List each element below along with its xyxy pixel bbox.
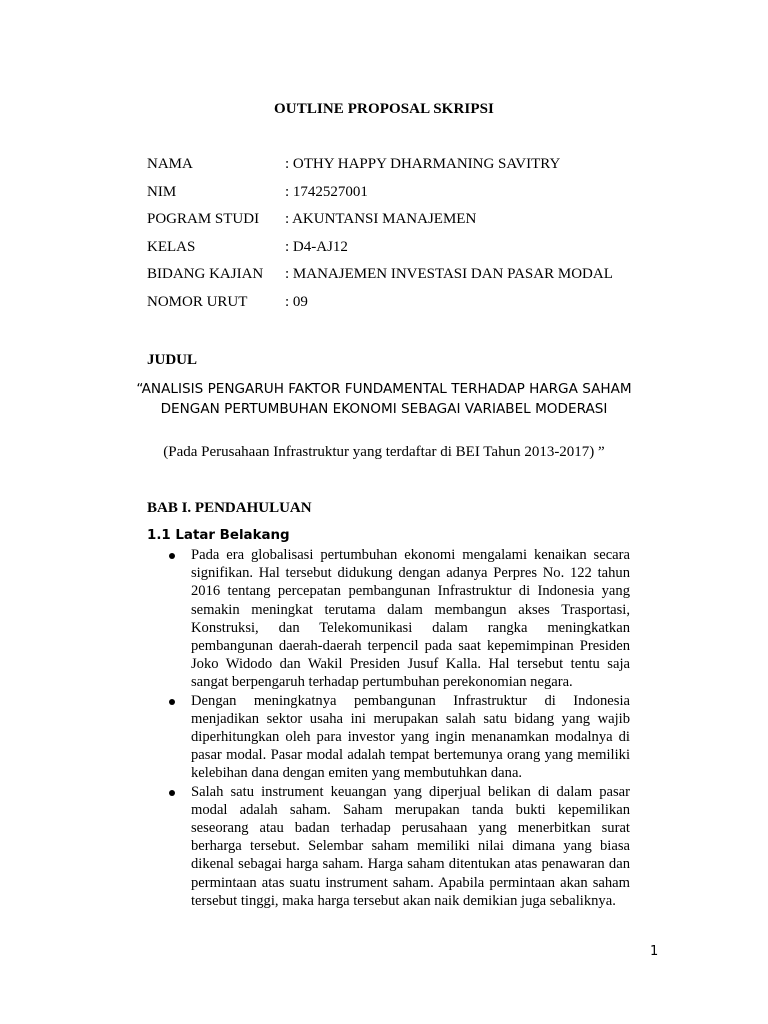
info-value: : MANAJEMEN INVESTASI DAN PASAR MODAL — [285, 266, 613, 282]
info-label: BIDANG KAJIAN — [147, 266, 264, 282]
info-label: NIM — [147, 183, 177, 200]
list-item — [165, 783, 630, 910]
bullet-icon — [169, 553, 175, 559]
info-value: : OTHY HAPPY DHARMANING SAVITRY — [285, 156, 561, 172]
list-item-text: Dengan meningkatnya pembangunan Infrastruktur di Indonesia menjadikan sektor usaha ini merupakan salah satu bidang yang wajib diperhitungkan oleh para investor yang ingin menanamkan modalnya di pasar modal. Pasar modal adalah tempat bertemunya orang yang memiliki kelebihan dana dengan emiten yang membutuhkan dana. — [191, 692, 630, 782]
list-item — [165, 692, 630, 783]
bullet-icon — [169, 699, 175, 705]
info-value: : AKUNTANSI MANAJEMEN — [285, 211, 477, 227]
list-item-text: Pada era globalisasi pertumbuhan ekonomi mengalami kenaikan secara signifikan. Hal tersebut didukung dengan adanya Perpres No. 122 tahun 2016 tentang percepatan pembangunan Infrastruktur di Indonesia yang semakin meningkat terutama dalam membangun akses Trasportasi, Konstruksi, dan Telekomunikasi dalam rangka meningkatkan pembangunan daerah-daerah terpencil pada saat kepemimpinan Presiden Joko Widodo dan Wakil Presiden Jusuf Kalla. Hal tersebut tentu saja sangat berpengaruh terhadap pertumbuhan perekonomian negara. — [191, 547, 630, 691]
background-bullet-list — [165, 546, 630, 910]
judul-heading: JUDUL — [147, 352, 198, 368]
info-value: : D4-AJ12 — [285, 238, 348, 255]
info-label: NOMOR URUT — [147, 293, 248, 310]
thesis-subtitle: (Pada Perusahaan Infrastruktur yang terdaftar di BEI Tahun 2013-2017) ” — [163, 444, 605, 460]
chapter-heading: BAB I. PENDAHULUAN — [147, 500, 312, 516]
list-item — [165, 546, 630, 692]
info-label: KELAS — [147, 238, 196, 255]
bullet-icon — [169, 790, 175, 796]
info-value: : 09 — [285, 293, 308, 310]
page-number: 1 — [650, 944, 659, 959]
info-label: POGRAM STUDI — [147, 211, 260, 227]
document-title: OUTLINE PROPOSAL SKRIPSI — [274, 101, 494, 117]
thesis-title: “ANALISIS PENGARUH FAKTOR FUNDAMENTAL TERHADAP HARGA SAHAM DENGAN PERTUMBUHAN EKONOMI SEBAGAI VARIABEL MODERASI — [136, 381, 632, 417]
section-heading: 1.1 Latar Belakang — [147, 528, 290, 543]
list-item-text: Salah satu instrument keuangan yang diperjual belikan di dalam pasar modal adalah saham. Saham merupakan tanda bukti kepemilikan seseorang atau badan terhadap perusahaan yang menerbitkan surat berharga tersebut. Selembar saham memiliki nilai dimana yang biasa dikenal sebagai harga saham. Harga saham ditentukan atas penawaran dan permintaan atas suatu instrument saham. Apabila permintaan akan saham tersebut tinggi, maka harga tersebut akan naik demikian juga sebaliknya. — [191, 783, 630, 909]
info-value: : 1742527001 — [285, 183, 368, 200]
info-label: NAMA — [147, 156, 193, 172]
